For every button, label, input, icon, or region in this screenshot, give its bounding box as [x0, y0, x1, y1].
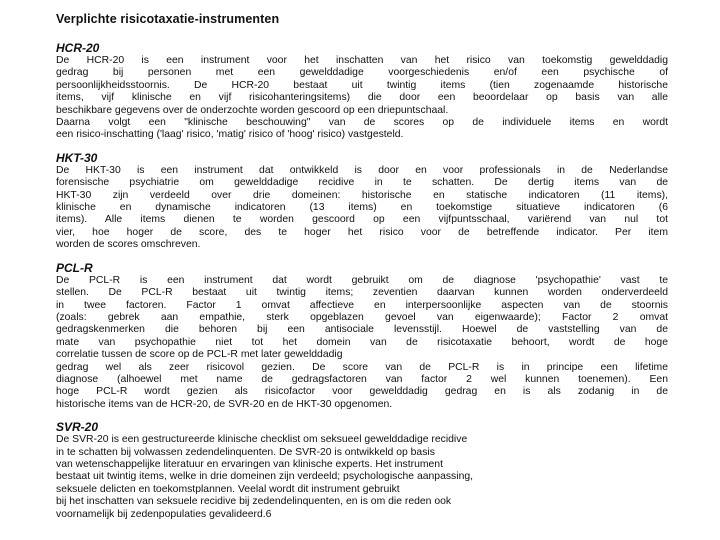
section-hkt-30	[56, 152, 668, 252]
text-line: gedrag wel als zeer risicovol gezien. De score van de PCL-R is in principe een lifetime	[56, 361, 668, 373]
section-pcl-r	[56, 262, 668, 411]
text-line: items). Alle items dienen te worden gescoord op een vijfpuntsschaal, variërend van nul tot	[56, 214, 668, 226]
text-line: correlatie tussen de score op de PCL-R met later gewelddadig	[56, 349, 343, 361]
text-line: diagnose (alhoewel met name de gedragsfactoren van factor 2 wel kunnen toenemen). Een	[56, 373, 668, 385]
section-body	[56, 55, 668, 142]
text-line: vier, hoe hoger de score, des te hoger het risico voor de betreffende indicator. Per item	[56, 226, 668, 238]
text-line: van wetenschappelijke literatuur en ervaringen van klinische experts. Het instrument	[56, 458, 443, 470]
text-line: Daarna volgt een "klinische beschouwing" van de scores op de individuele items en wordt	[56, 117, 668, 129]
text-line: bij het inschatten van seksuele recidive bij zedendelinquenten, en is om die reden ook	[56, 496, 452, 508]
section-heading: SVR-20	[56, 420, 99, 435]
section-body	[56, 275, 668, 411]
text-line: De SVR-20 is een gestructureerde klinische checklist om seksueel gewelddadige recidive	[56, 434, 468, 446]
text-line: persoonlijkheidsstoornis. De HCR-20 bestaat uit twintig items (tien zogenaamde historische	[56, 79, 668, 91]
section-svr-20	[56, 421, 668, 521]
text-line: bestaat uit twintig items, welke in drie domeinen zijn verdeeld; psychologische aanpassing,	[56, 471, 474, 483]
text-line: historische items van de HCR-20, de SVR-20 en de HKT-30 opgenomen.	[56, 398, 393, 410]
text-line: beschikbare gegevens over de onderzochte worden gescoord op een driepuntschaal.	[56, 104, 449, 116]
text-line: in te schatten bij volwassen zedendelinquenten. De SVR-20 is ontwikkeld op basis	[56, 446, 435, 458]
text-line: items, vijf klinische en vijf risicohanteringsitems) die door een beoordelaar op basis van alle	[56, 92, 668, 104]
text-line: gedrag bij personen met een gewelddadige voorgeschiedenis en/of een psychische of	[56, 67, 668, 79]
text-line: een risico-inschatting ('laag' risico, 'matig' risico of 'hoog' risico) vastgesteld.	[56, 129, 404, 141]
text-line: De PCL-R is een instrument dat wordt gebruikt om de diagnose 'psychopathie' vast te	[56, 274, 668, 286]
text-line: stellen. De PCL-R bestaat uit twintig items; zeventien daarvan kunnen worden onderverdeeld	[56, 287, 668, 299]
section-body	[56, 165, 668, 252]
section-body	[56, 434, 668, 521]
text-line: mate van psychopathie niet tot het domein van de risicotaxatie behoort, wordt de hoge	[56, 336, 668, 348]
text-line: HKT-30 zijn verdeeld over drie domeinen: historische en statische indicatoren (11 items),	[56, 189, 668, 201]
text-line: gedragskenmerken die behoren bij een antisociale levensstijl. Hoewel de vaststelling van de	[56, 324, 668, 336]
text-line: De HCR-20 is een instrument voor het inschatten van het risico van toekomstig gewelddadig	[56, 55, 668, 66]
text-line: voornamelijk bij zedenpopulaties gevalideerd.6	[56, 508, 272, 520]
section-hcr-20	[56, 42, 668, 142]
text-line: seksuele delicten en toekomstplannen. Veelal wordt dit instrument gebruikt	[56, 483, 400, 495]
section-heading: PCL-R	[56, 260, 93, 275]
document-title: Verplichte risicotaxatie-instrumenten	[56, 12, 280, 26]
text-line: De HKT-30 is een instrument dat ontwikkeld is door en voor professionals in de Nederlandse	[56, 164, 668, 176]
text-line: klinische en dynamische indicatoren (13 items) en toekomstige situatieve indicatoren (6	[56, 202, 668, 214]
section-heading: HCR-20	[56, 41, 100, 55]
text-line: forensische psychiatrie om gewelddadige recidive in te schatten. De dertig items van de	[56, 177, 668, 189]
text-line: in twee factoren. Factor 1 omvat affectieve en interpersoonlijke aspecten van de stoornis	[56, 299, 668, 311]
section-heading: HKT-30	[56, 150, 98, 165]
document-page	[56, 12, 668, 531]
text-line: worden de scores omschreven.	[56, 239, 201, 251]
text-line: (zoals: gebrek aan empathie, sterk opgeblazen gevoel van eigenwaarde); Factor 2 omvat	[56, 311, 668, 323]
text-line: hoge PCL-R wordt gezien als risicofactor voor gewelddadig gedrag en is als zodanig in de	[56, 386, 668, 398]
